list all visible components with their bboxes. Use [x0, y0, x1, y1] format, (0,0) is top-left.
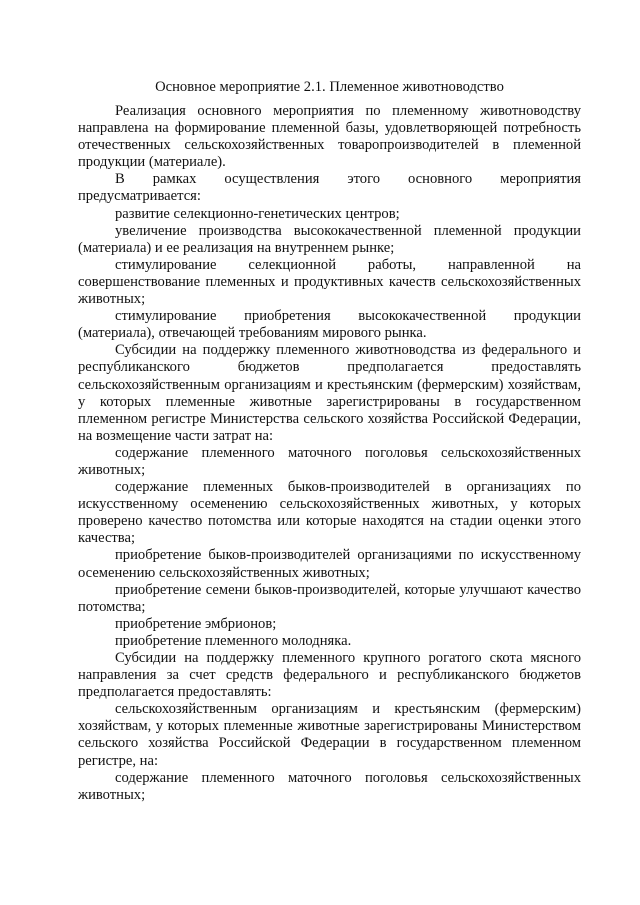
- list-item: стимулирование приобретения высококачественной продукции (материала), отвечающей требованиям мирового рынка.: [78, 308, 581, 342]
- list-item: приобретение быков-производителей организациями по искусственному осеменению сельскохозяйственных животных;: [78, 547, 581, 581]
- paragraph: Субсидии на поддержку племенного крупного рогатого скота мясного направления за счет средств федерального и республиканского бюджетов предполагается предоставлять:: [78, 650, 581, 701]
- list-item: развитие селекционно-генетических центров;: [115, 205, 400, 222]
- list-item: содержание племенных быков-производителей в организациях по искусственному осеменению сельскохозяйственных животных, у которых проверено качество потомства или которые находятся на стадии оценки этого качества;: [78, 479, 581, 547]
- paragraph: Реализация основного мероприятия по племенному животноводству направлена на формирование племенной базы, удовлетворяющей потребность отечественных сельскохозяйственных товаропроизводителей в племенной продукции (материале).: [78, 103, 581, 171]
- paragraph: В рамках осуществления этого основного мероприятия предусматривается:: [78, 171, 581, 205]
- document-body: [78, 103, 581, 804]
- list-item: содержание племенного маточного поголовья сельскохозяйственных животных;: [78, 769, 581, 803]
- list-item: стимулирование селекционной работы, направленной на совершенствование племенных и продуктивных качеств сельскохозяйственных животных;: [78, 256, 581, 308]
- section-title: Основное мероприятие 2.1. Племенное животноводство: [155, 79, 504, 95]
- list-item: сельскохозяйственным организациям и крестьянским (фермерским) хозяйствам, у которых племенные животные зарегистрированы Министерством сельского хозяйства Российской Федерации в государственном племенном регистре, на:: [78, 701, 581, 769]
- list-item: приобретение эмбрионов;: [115, 615, 277, 632]
- list-item: приобретение племенного молодняка.: [115, 632, 352, 649]
- list-item: увеличение производства высококачественной племенной продукции (материала) и ее реализация на внутреннем рынке;: [78, 222, 581, 256]
- paragraph: Субсидии на поддержку племенного животноводства из федерального и республиканского бюджетов предполагается предоставлять сельскохозяйственным организациям и крестьянским (фермерским) хозяйствам, у которых племенные животные зарегистрированы в государственном племенном регистре Министерства сельского хозяйства Российской Федерации, на возмещение части затрат на:: [78, 342, 581, 444]
- list-item: содержание племенного маточного поголовья сельскохозяйственных животных;: [78, 444, 581, 478]
- list-item: приобретение семени быков-производителей, которые улучшают качество потомства;: [78, 581, 581, 615]
